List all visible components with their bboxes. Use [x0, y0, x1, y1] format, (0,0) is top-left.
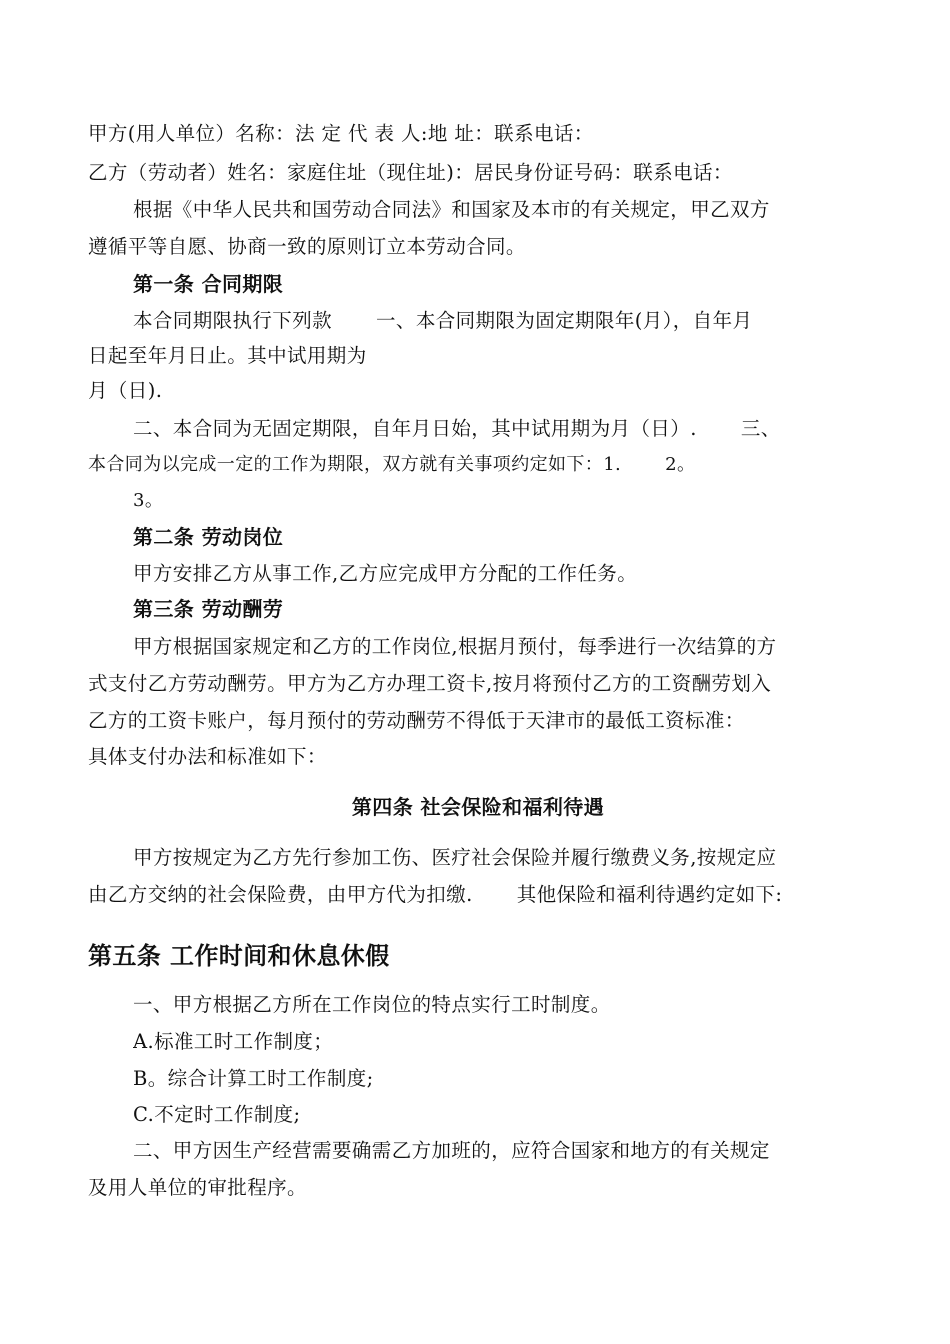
article-1-line-5a: 本合同为以完成一定的工作为期限，双方就有关事项约定如下：1.: [88, 454, 622, 475]
article-1-title: 第一条 合同期限: [133, 272, 284, 296]
article-1-line-4b: 三、: [740, 417, 781, 440]
article-3-line-3: 乙方的工资卡账户，每月预付的劳动酬劳不得低于天津市的最低工资标准：: [88, 709, 745, 732]
article-5-line-2: A.标准工时工作制度；: [133, 1030, 334, 1053]
article-2-title: 第二条 劳动岗位: [133, 525, 284, 549]
article-1-line-5b: 2。: [665, 454, 696, 475]
intro-line-1: 根据《中华人民共和国劳动合同法》和国家及本市的有关规定，甲乙双方: [133, 198, 770, 221]
article-1-line-1: [133, 308, 868, 334]
article-5-line-1: 一、甲方根据乙方所在工作岗位的特点实行工时制度。: [133, 993, 611, 1016]
article-3-line-4: 具体支付办法和标准如下：: [88, 745, 327, 768]
article-1-line-6: 3。: [133, 490, 164, 511]
article-3-title: 第三条 劳动酬劳: [133, 597, 284, 621]
article-4-line-1: 甲方按规定为乙方先行参加工伤、医疗社会保险并履行缴费义务,按规定应: [133, 846, 777, 869]
article-1-line-4: [133, 416, 868, 442]
article-1-line-1a: 本合同期限执行下列款: [133, 309, 333, 332]
article-3-line-1: 甲方根据国家规定和乙方的工作岗位,根据月预付，每季进行一次结算的方: [133, 635, 777, 658]
article-4-line-2b: 其他保险和福利待遇约定如下:: [516, 883, 783, 906]
article-5-line-5: 二、甲方因生产经营需要确需乙方加班的，应符合国家和地方的有关规定: [133, 1139, 770, 1162]
article-5-line-6: 及用人单位的审批程序。: [88, 1176, 307, 1199]
party-a-line: 甲方(用人单位）名称：法 定 代 表 人:地 址：联系电话：: [88, 122, 594, 145]
article-1-line-3: 月（日).: [88, 379, 163, 402]
article-5-line-4: C.不定时工作制度;: [133, 1103, 301, 1126]
article-5-line-3: B。综合计算工时工作制度;: [133, 1067, 374, 1090]
article-5-title: 第五条 工作时间和休息休假: [88, 942, 390, 970]
article-1-line-1b: 一、本合同期限为固定期限年(月），自年月: [376, 309, 753, 332]
article-1-line-4a: 二、本合同为无固定期限，自年月日始，其中试用期为月（日）.: [133, 417, 697, 440]
article-2-line: 甲方安排乙方从事工作,乙方应完成甲方分配的工作任务。: [133, 562, 638, 585]
article-4-title: 第四条 社会保险和福利待遇: [351, 795, 605, 819]
party-b-line: 乙方（劳动者）姓名：家庭住址（现住址)：居民身份证号码：联系电话：: [88, 161, 733, 184]
article-4-line-2a: 由乙方交纳的社会保险费，由甲方代为扣缴.: [88, 883, 473, 906]
intro-line-2: 遵循平等自愿、协商一致的原则订立本劳动合同。: [88, 235, 526, 258]
article-1-line-5: [88, 452, 868, 478]
article-4-line-2: [88, 882, 868, 908]
article-1-line-2: 日起至年月日止。其中试用期为: [88, 344, 367, 367]
article-3-line-2: 式支付乙方劳动酬劳。甲方为乙方办理工资卡,按月将预付乙方的工资酬劳划入: [88, 672, 772, 695]
